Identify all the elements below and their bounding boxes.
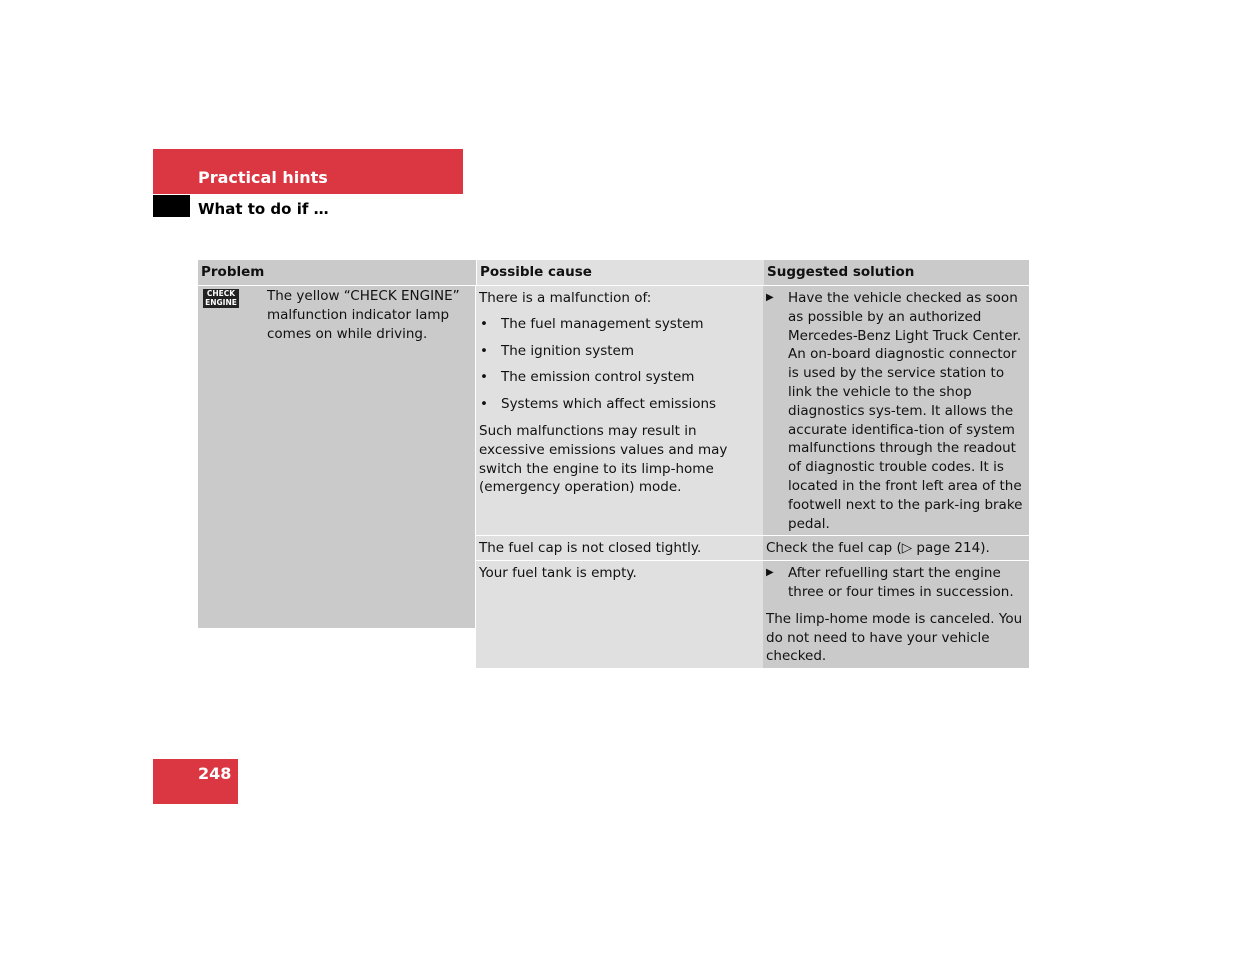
step-arrow-icon: ▶ — [766, 292, 774, 303]
solution-step-text: After refuelling start the engine three or four times in succession. — [788, 565, 1014, 600]
solution-step — [766, 564, 1023, 602]
problem-cell — [198, 286, 475, 628]
cause-list — [479, 315, 757, 414]
solution-step-text: Have the vehicle checked as soon as possible by an authorized Mercedes-Benz Light Truck Center. An on-board diagnostic connector is used by the service station to link the vehicle to the shop diagnostics sys-tem. It allows the accurate identifica-tion of system malfunctions through the readout of diagnostic trouble codes. It is located in the front left area of the footwell next to the park-ing brake pedal. — [788, 290, 1023, 532]
cause-cell: Your fuel tank is empty. — [476, 561, 763, 668]
table-row — [476, 286, 1029, 535]
column-header-cause: Possible cause — [477, 260, 764, 285]
list-item: • The fuel management system — [479, 315, 757, 334]
problem-text: The yellow “CHECK ENGINE” malfunction indicator lamp comes on while driving. — [267, 288, 460, 342]
solution-cell — [763, 286, 1029, 535]
table-header-row — [198, 260, 1029, 285]
column-header-problem: Problem — [198, 260, 476, 285]
solution-cell: Check the fuel cap (▷ page 214). — [763, 536, 1029, 560]
page-number: 248 — [198, 764, 232, 783]
column-header-solution: Suggested solution — [764, 260, 1029, 285]
list-item: • Systems which affect emissions — [479, 395, 757, 414]
solution-cell — [763, 561, 1029, 668]
cause-note: Such malfunctions may result in excessive emissions values and may switch the engine to its limp-home (emergency operation) mode. — [479, 422, 728, 496]
check-engine-icon-line-1: CHECK — [206, 289, 236, 298]
table-row — [476, 535, 1029, 560]
section-title: Practical hints — [198, 168, 328, 187]
cause-cell: The fuel cap is not closed tightly. — [476, 536, 763, 560]
step-arrow-icon: ▶ — [766, 567, 774, 579]
subsection-title: What to do if … — [198, 200, 329, 218]
list-item: • The ignition system — [479, 342, 757, 361]
check-engine-icon — [203, 289, 239, 308]
list-item: • The emission control system — [479, 368, 757, 387]
table-row — [476, 560, 1029, 668]
cause-intro: There is a malfunction of: — [479, 290, 652, 306]
solution-step — [766, 289, 1023, 533]
solution-note: The limp-home mode is canceled. You do not need to have your vehicle checked. — [766, 610, 1023, 665]
troubleshooting-table — [198, 260, 1029, 668]
cause-cell — [476, 286, 763, 535]
subsection-marker — [153, 195, 190, 217]
check-engine-icon-line-2: ENGINE — [205, 297, 237, 307]
